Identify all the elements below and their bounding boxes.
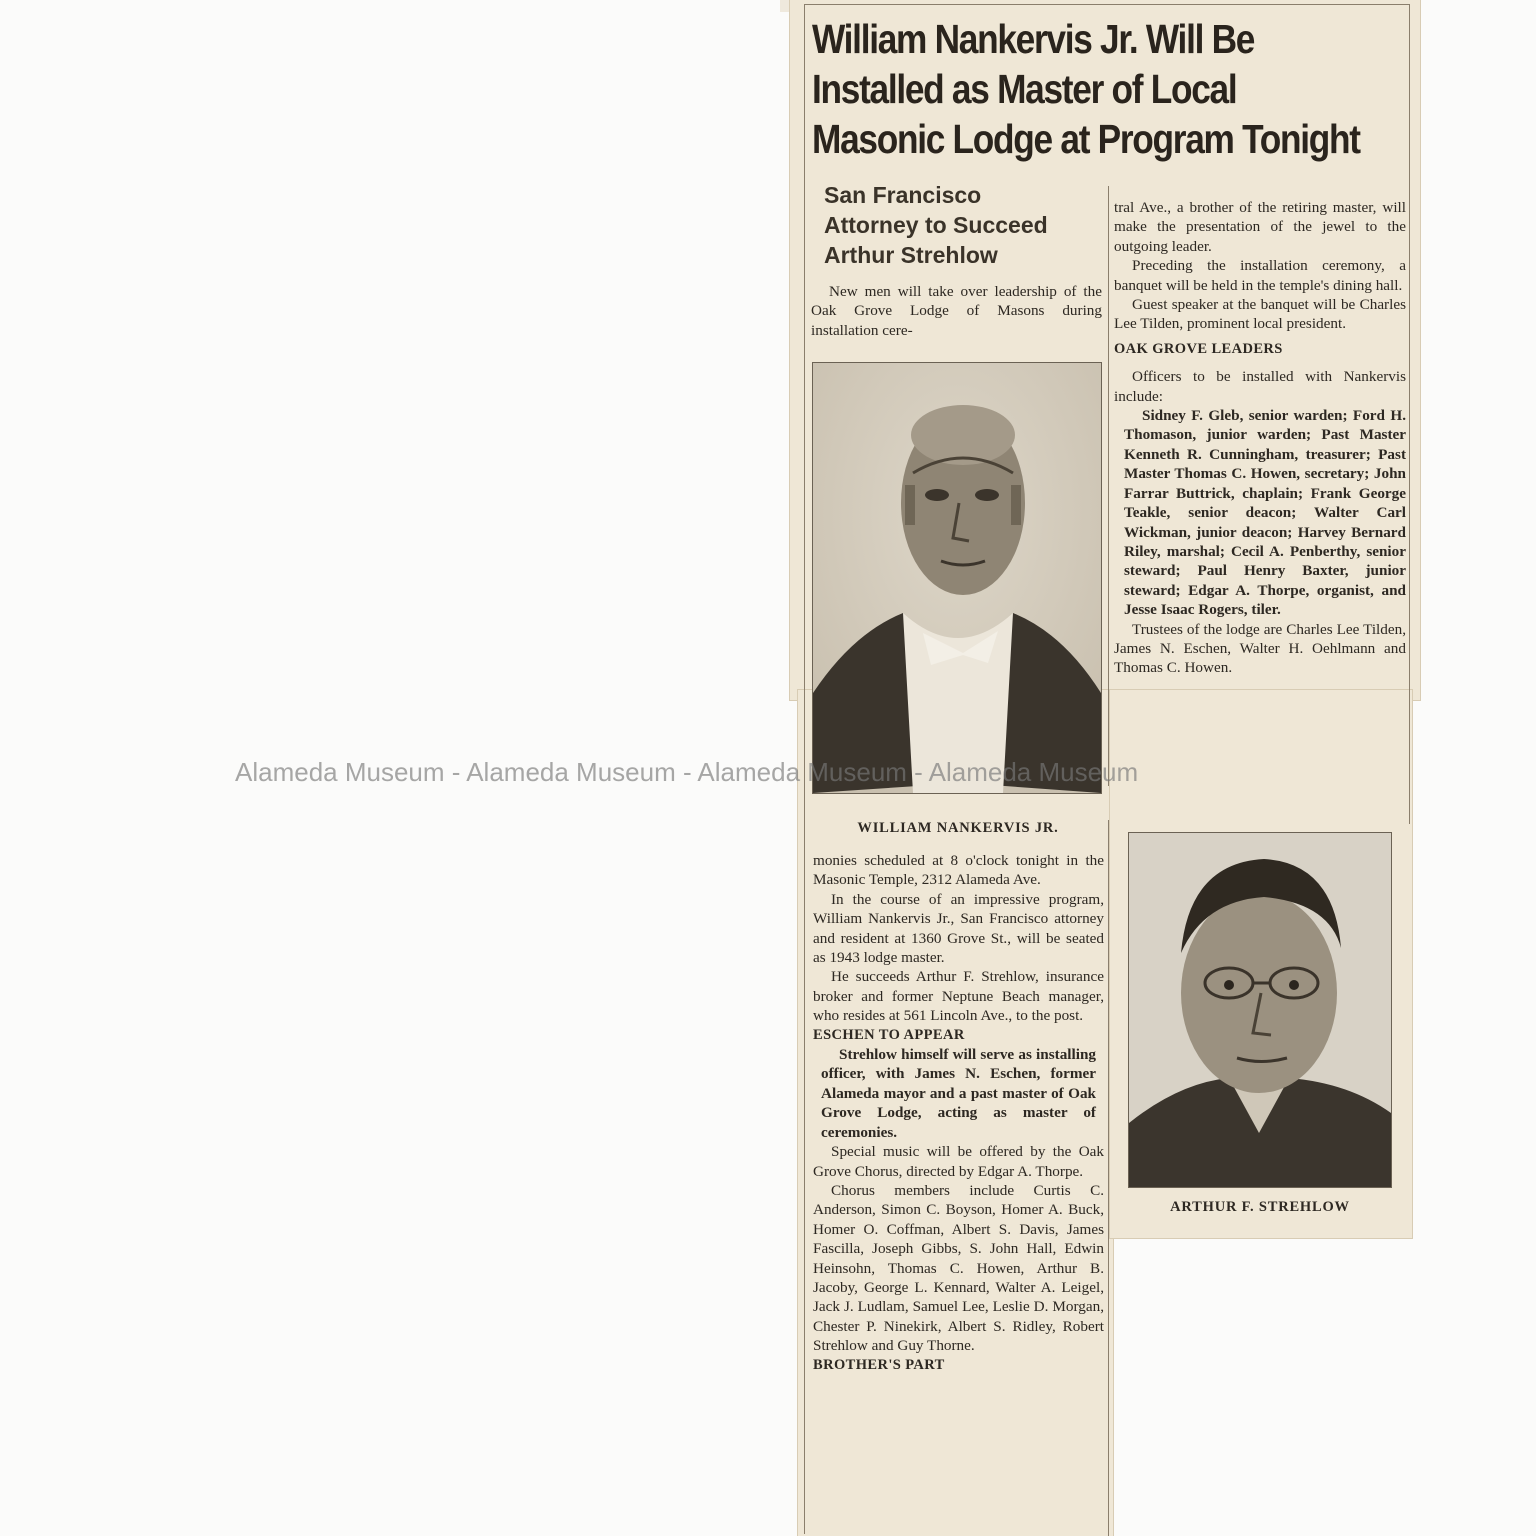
section-heading-eschen: ESCHEN TO APPEAR xyxy=(813,1026,965,1043)
nankervis-photo xyxy=(812,362,1102,794)
right-column-body xyxy=(1114,198,1406,678)
strehlow-photo xyxy=(1128,832,1392,1188)
strehlow-caption: ARTHUR F. STREHLOW xyxy=(1170,1199,1350,1215)
section-heading-brothers-part: BROTHER'S PART xyxy=(813,1356,945,1373)
headline-line-2: Installed as Master of Local xyxy=(812,66,1237,112)
watermark-text: Alameda Museum - Alameda Museum - Alameda Museum - Alameda Museum xyxy=(235,757,1139,787)
subheadline xyxy=(824,180,1114,270)
intro-paragraph: New men will take over leadership of the Oak Grove Lodge of Masons during installation cere- xyxy=(811,283,1102,339)
headline-line-1: William Nankervis Jr. Will Be xyxy=(812,16,1255,62)
right-paragraph-5: Sidney F. Gleb, senior warden; Ford H. Thomason, junior warden; Past Master Kenneth R. Cunningham, treasurer; Past Master Thomas C. Howen, secretary; John Farrar Buttrick, chaplain; Frank George Teakle, senior deacon; Walter Carl Wickman, junior deacon; Harvey Bernard Riley, marshal; Cecil A. Penberthy, senior steward; Paul Henry Baxter, junior steward; Edgar A. Thorpe, organist, and Jesse Isaac Rogers, tiler. xyxy=(1124,407,1406,619)
left-paragraph-5: Special music will be offered by the Oak Grove Chorus, directed by Edgar A. Thorpe. xyxy=(813,1143,1104,1180)
top-rule xyxy=(804,4,1410,5)
right-paragraph-4: Officers to be installed with Nankervis include: xyxy=(1114,368,1406,405)
left-paragraph-3: He succeeds Arthur F. Strehlow, insurance broker and former Neptune Beach manager, who resides at 561 Lincoln Ave., to the post. xyxy=(813,968,1104,1025)
left-column-body xyxy=(813,851,1104,1375)
right-paragraph-1: tral Ave., a brother of the retiring master, will make the presentation of the jewel to the outgoing leader. xyxy=(1114,199,1406,255)
column-rule-right xyxy=(1409,4,1410,824)
left-paragraph-1: monies scheduled at 8 o'clock tonight in the Masonic Temple, 2312 Alameda Ave. xyxy=(813,852,1104,889)
right-paragraph-2: Preceding the installation ceremony, a banquet will be held in the temple's dining hall. xyxy=(1114,257,1406,294)
nankervis-caption: WILLIAM NANKERVIS JR. xyxy=(857,820,1059,836)
subhead-line-1: San Francisco xyxy=(824,182,982,208)
right-paragraph-6: Trustees of the lodge are Charles Lee Tilden, James N. Eschen, Walter H. Oehlmann and Thomas C. Howen. xyxy=(1114,620,1406,677)
article-intro xyxy=(811,282,1102,340)
left-paragraph-6: Chorus members include Curtis C. Anderson, Simon C. Boyson, Homer A. Buck, Homer O. Coffman, Albert S. Davis, James Fascilla, Joseph Gibbs, S. John Hall, Edwin Heinsohn, Thomas C. Howen, Arthur B. Jacoby, George L. Kennard, Walter A. Leigel, Jack J. Ludlam, Samuel Lee, Leslie D. Morgan, Chester P. Ninekirk, Albert S. Ridley, Robert Strehlow and Guy Thorne. xyxy=(813,1181,1104,1355)
headline xyxy=(812,14,1360,164)
left-paragraph-2: In the course of an impressive program, William Nankervis Jr., San Francisco attorney and resident at 1360 Grove St., will be seated as 1943 lodge master. xyxy=(813,890,1104,967)
section-heading-leaders: OAK GROVE LEADERS xyxy=(1114,340,1283,357)
right-paragraph-3: Guest speaker at the banquet will be Charles Lee Tilden, prominent local president. xyxy=(1114,296,1406,333)
subhead-line-3: Arthur Strehlow xyxy=(824,242,998,268)
column-rule-center-lower xyxy=(1108,820,1109,1536)
headline-line-3: Masonic Lodge at Program Tonight xyxy=(812,116,1360,162)
column-rule-center xyxy=(1108,186,1109,786)
subhead-line-2: Attorney to Succeed xyxy=(824,212,1048,238)
left-paragraph-4: Strehlow himself will serve as installing officer, with James N. Eschen, former Alameda mayor and a past master of Oak Grove Lodge, acting as master of ceremonies. xyxy=(821,1046,1096,1141)
